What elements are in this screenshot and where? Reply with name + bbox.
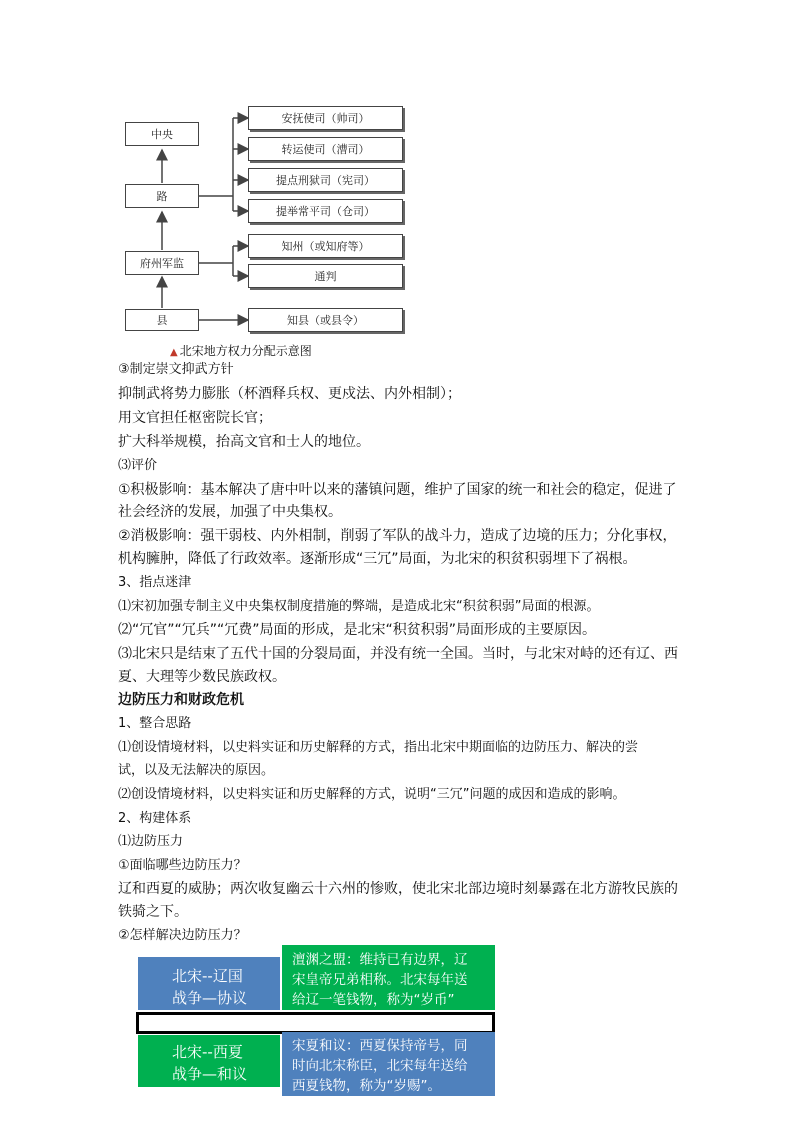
songxia-box [282, 1032, 495, 1096]
box-zhizhou: 知州（或知府等） [248, 234, 403, 258]
box-zhuanyun: 转运使司（漕司） [248, 137, 403, 161]
text-line: ⑵创设情境材料，以史料实证和历史解释的方式，说明“三冗”问题的成因和造成的影响。 [118, 787, 626, 802]
text-line: 辽和西夏的威胁；两次收复幽云十六州的惨败，使北宋北部边境时刻暴露在北方游牧民族的 [118, 881, 678, 897]
songxia-line3: 西夏钱物，称为“岁赐”。 [292, 1078, 441, 1094]
text-line: 试，以及无法解决的原因。 [118, 763, 275, 778]
box-lu: 路 [125, 184, 199, 208]
triangle-icon: ▲ [170, 347, 178, 358]
text-line: 3、指点迷津 [118, 575, 192, 590]
caption-text: 北宋地方权力分配示意图 [179, 344, 312, 358]
box-tiju: 提举常平司（仓司） [248, 199, 403, 223]
text-line: ⑶评价 [118, 458, 158, 473]
box-zhixian: 知县（或县令） [248, 308, 403, 332]
text-line: 社会经济的发展，加强了中央集权。 [118, 504, 342, 520]
box-center: 中央 [125, 122, 199, 146]
text-line: 2、构建体系 [118, 811, 192, 826]
songxia-line2: 时向北宋称臣，北宋每年送给 [292, 1058, 468, 1074]
text-line: ⑴边防压力 [118, 834, 184, 849]
text-line: ⑵“冗官”“冗兵”“冗费”局面的形成，是北宋“积贫积弱”局面形成的主要原因。 [118, 622, 597, 638]
text-line: 抑制武将势力膨胀（杯酒释兵权、更戍法、内外相制）； [118, 386, 461, 402]
text-line: ⑴宋初加强专制主义中央集权制度措施的弊端，是造成北宋“积贫积弱”局面的根源。 [118, 599, 600, 614]
text-line: ③制定崇文抑武方针 [118, 362, 234, 377]
box-anfu: 安抚使司（帅司） [248, 106, 403, 130]
text-line: 1、整合思路 [118, 716, 192, 731]
text-line: ②消极影响：强干弱枝、内外相制，削弱了军队的战斗力，造成了边境的压力；分化事权， [118, 528, 677, 544]
text-line: 扩大科举规模，抬高文官和士人的地位。 [118, 434, 370, 450]
divider-bar [136, 1012, 495, 1034]
text-line: 机构臃肿，降低了行政效率。逐渐形成“三冗”局面，为北宋的积贫积弱埋下了祸根。 [118, 551, 637, 567]
section-heading: 边防压力和财政危机 [118, 692, 244, 708]
text-line: 用文官担任枢密院长官； [118, 410, 272, 426]
text-line: ⑴创设情境材料，以史料实证和历史解释的方式，指出北宋中期面临的边防压力、解决的尝 [118, 740, 639, 755]
songxia-line1: 宋夏和议：西夏保持帝号，同 [292, 1038, 468, 1054]
liao-line2: 战争—协议 [172, 989, 248, 1007]
xixia-line1: 北宋--西夏 [172, 1043, 243, 1061]
text-line: ①面临哪些边防压力？ [118, 858, 247, 873]
liao-line1: 北宋--辽国 [172, 967, 243, 985]
box-tongpan: 通判 [248, 264, 403, 288]
liao-box [138, 957, 280, 1010]
chanyuan-line1: 澶渊之盟：维持已有边界，辽 [292, 952, 468, 968]
chanyuan-line2: 宋皇帝兄弟相称。北宋每年送 [292, 972, 468, 988]
xixia-line2: 战争—和议 [172, 1065, 248, 1083]
chanyuan-box [282, 945, 495, 1010]
diagram-caption [170, 342, 312, 359]
box-fuzhou: 府州军监 [125, 251, 199, 275]
text-line: 铁骑之下。 [118, 904, 188, 920]
chanyuan-line3: 给辽一笔钱物，称为“岁币” [292, 992, 455, 1008]
xixia-box [138, 1035, 280, 1087]
text-line: ⑶北宋只是结束了五代十国的分裂局面，并没有统一全国。当时，与北宋对峙的还有辽、西 [118, 646, 678, 662]
text-line: ②怎样解决边防压力？ [118, 928, 247, 943]
text-line: ①积极影响：基本解决了唐中叶以来的藩镇问题，维护了国家的统一和社会的稳定，促进了 [118, 482, 677, 498]
box-tidian: 提点刑狱司（宪司） [248, 168, 403, 192]
text-line: 夏、大理等少数民族政权。 [118, 669, 286, 685]
box-xian: 县 [125, 309, 199, 331]
